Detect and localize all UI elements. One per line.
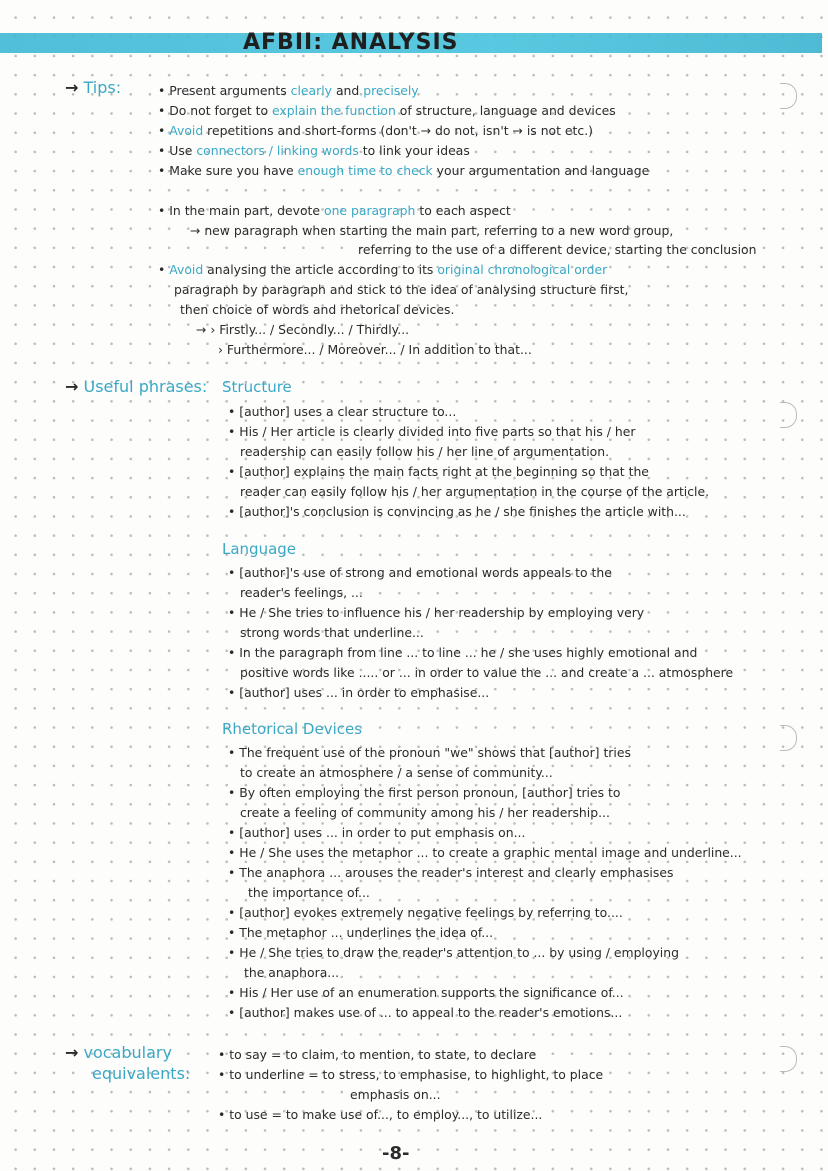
language-line: reader's feelings, ... (240, 585, 363, 600)
tip-line: • Avoid repetitions and short-forms (don't → do not, isn't → is not etc.) (158, 123, 594, 138)
rhetorical-line: • [author] uses ... in order to put emphasis on... (228, 825, 526, 840)
language-line: • [author]'s use of strong and emotional words appeals to the (228, 565, 612, 580)
tip-line: • Present arguments clearly and precisely (158, 83, 419, 98)
tip-line: referring to the use of a different device, starting the conclusion (358, 242, 757, 257)
rhetorical-line: • [author] evokes extremely negative feelings by referring to.... (228, 905, 623, 920)
language-line: • [author] uses ... in order to emphasise... (228, 685, 490, 700)
binder-hole (780, 402, 797, 428)
vocabulary-heading: → vocabulary (65, 1043, 172, 1062)
useful-phrases-heading: → Useful phrases: (65, 377, 208, 396)
rhetorical-line: the importance of... (248, 885, 370, 900)
rhetorical-line: • [author] makes use of ... to appeal to the reader's emotions... (228, 1005, 623, 1020)
tip-line: • Make sure you have enough time to check your argumentation and language (158, 163, 650, 178)
vocab-row: • to use = to make use of..., to employ..., to utilize... (218, 1107, 543, 1122)
tip-line: → new paragraph when starting the main part, referring to a new word group, (190, 223, 674, 238)
rhetorical-line: • He / She tries to draw the reader's attention to ... by using / employing (228, 945, 679, 960)
rhetorical-line: the anaphora... (244, 965, 340, 980)
tip-line: • Do not forget to explain the function of structure, language and devices (158, 103, 616, 118)
rhetorical-line: • The metaphor ... underlines the idea of... (228, 925, 494, 940)
page-title: AFBII: ANALYSIS (243, 30, 459, 55)
vocabulary-heading-2: equivalents: (92, 1064, 191, 1083)
tip-line: • Avoid analysing the article according to its original chronological order (158, 262, 608, 277)
structure-line: reader can easily follow his / her argumentation in the course of the article. (240, 484, 710, 499)
rhetorical-line: • The anaphora ... arouses the reader's interest and clearly emphasises (228, 865, 674, 880)
arrow-right-icon: → (65, 1043, 79, 1062)
rhetorical-line: create a feeling of community among his / her readership... (240, 805, 610, 820)
page-number: -8- (382, 1143, 410, 1164)
binder-hole (780, 83, 797, 109)
language-line: • In the paragraph from line ... to line ... he / she uses highly emotional and (228, 645, 698, 660)
tip-line: • Use connectors / linking words to link your ideas (158, 143, 470, 158)
vocab-row: emphasis on... (350, 1087, 441, 1102)
rhetorical-line: • He / She uses the metaphor ... to create a graphic mental image and underline... (228, 845, 742, 860)
tips-heading: → Tips: (65, 78, 122, 97)
binder-hole (780, 1046, 797, 1072)
arrow-right-icon: → (65, 377, 79, 396)
structure-heading: Structure (222, 378, 292, 396)
arrow-right-icon: → (65, 78, 79, 97)
rhetorical-line: • His / Her use of an enumeration supports the significance of... (228, 985, 624, 1000)
rhetorical-line: • By often employing the first person pronoun, [author] tries to (228, 785, 621, 800)
structure-line: • [author] explains the main facts right at the beginning so that the (228, 464, 649, 479)
structure-line: • His / Her article is clearly divided into five parts so that his / her (228, 424, 636, 439)
vocab-row: • to underline = to stress, to emphasise, to highlight, to place (218, 1067, 604, 1082)
tip-line: then choice of words and rhetorical devices. (180, 302, 455, 317)
tip-line: paragraph by paragraph and stick to the idea of analysing structure first, (174, 282, 629, 297)
language-line: positive words like ..... or ... in order to value the ... and create a ... atmosphere (240, 665, 734, 680)
language-line: strong words that underline... (240, 625, 424, 640)
structure-line: • [author]'s conclusion is convincing as he / she finishes the article with... (228, 504, 686, 519)
rhetorical-line: to create an atmosphere / a sense of community... (240, 765, 553, 780)
tip-line: • In the main part, devote one paragraph to each aspect (158, 203, 511, 218)
tip-line: → › Firstly... / Secondly... / Thirdly... (196, 322, 410, 337)
vocab-row: • to say = to claim, to mention, to state, to declare (218, 1047, 537, 1062)
language-line: • He / She tries to influence his / her readership by employing very (228, 605, 645, 620)
rhetorical-line: • The frequent use of the pronoun "we" shows that [author] tries (228, 745, 631, 760)
tip-line: › Furthermore... / Moreover... / In addition to that... (218, 342, 532, 357)
structure-line: readership can easily follow his / her line of argumentation. (240, 444, 610, 459)
structure-line: • [author] uses a clear structure to... (228, 404, 457, 419)
language-heading: Language (222, 540, 297, 558)
binder-hole (780, 725, 797, 751)
rhetorical-devices-heading: Rhetorical Devices (222, 720, 363, 738)
